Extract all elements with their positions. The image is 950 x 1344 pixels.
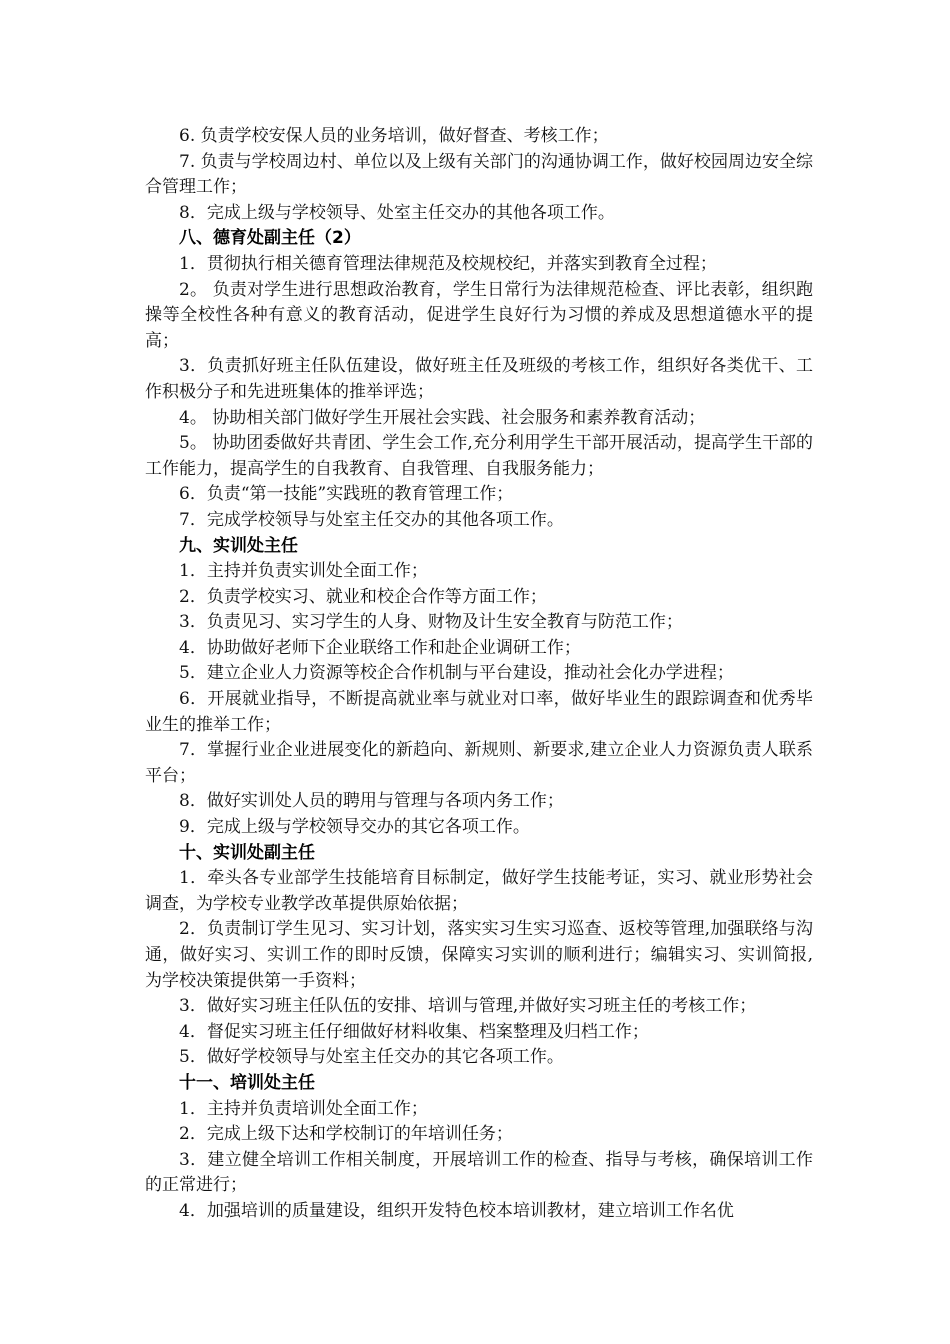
list-item: 7．完成学校领导与处室主任交办的其他各项工作。 <box>179 509 564 530</box>
section-heading-moral-education-deputy: 八、德育处副主任（2） <box>179 228 361 249</box>
list-item: 2．负责制订学生见习、实习计划，落实实习生实习巡查、返校等管理,加强联络与沟通，做好实习、实训工作的即时反馈，保障实习实训的顺利进行；编辑实习、实训简报,为学校决策提供第一手资料； <box>145 919 813 991</box>
list-item: 4。 协助相关部门做好学生开展社会实践、社会服务和素养教育活动； <box>179 407 706 428</box>
document-body <box>145 124 813 1225</box>
list-item: 2。 负责对学生进行思想政治教育，学生日常行为法律规范检查、评比表彰，组织跑操等全校性各种有意义的教育活动，促进学生良好行为习惯的养成及思想道德水平的提高； <box>145 279 813 351</box>
list-item: 3．做好实习班主任队伍的安排、培训与管理,并做好实习班主任的考核工作； <box>179 996 757 1017</box>
list-item: 6．开展就业指导，不断提高就业率与就业对口率，做好毕业生的跟踪调查和优秀毕业生的推举工作； <box>145 689 813 735</box>
list-item: 1．贯彻执行相关德育管理法律规范及校规校纪，并落实到教育全过程； <box>179 253 717 274</box>
list-item: 5。 协助团委做好共青团、学生会工作,充分利用学生干部开展活动，提高学生干部的工作能力，提高学生的自我教育、自我管理、自我服务能力； <box>145 433 813 479</box>
list-item: 5．做好学校领导与处室主任交办的其它各项工作。 <box>179 1047 564 1068</box>
list-item: 5．建立企业人力资源等校企合作机制与平台建设，推动社会化办学进程； <box>179 663 734 684</box>
paragraph-7-community-coordination: 7. 负责与学校周边村、单位以及上级有关部门的沟通协调工作，做好校园周边安全综合管理工作； <box>145 151 813 198</box>
list-item: 4．加强培训的质量建设，组织开发特色校本培训教材，建立培训工作名优 <box>179 1200 734 1221</box>
list-item: 4．督促实习班主任仔细做好材料收集、档案整理及归档工作； <box>179 1021 649 1042</box>
section-heading-training-office-deputy: 十、实训处副主任 <box>179 842 315 863</box>
list-item: 7．掌握行业企业进展变化的新趋向、新规则、新要求,建立企业人力资源负责人联系平台； <box>145 740 813 786</box>
list-item: 2．负责学校实习、就业和校企合作等方面工作； <box>179 586 547 607</box>
section-heading-training-dept-director: 十一、培训处主任 <box>179 1072 315 1093</box>
list-item: 9．完成上级与学校领导交办的其它各项工作。 <box>179 817 530 838</box>
list-item: 4．协助做好老师下企业联络工作和赴企业调研工作； <box>179 637 581 658</box>
list-item: 2．完成上级下达和学校制订的年培训任务； <box>179 1124 513 1145</box>
list-item: 8．做好实训处人员的聘用与管理与各项内务工作； <box>179 791 564 812</box>
paragraph-8-other-tasks: 8．完成上级与学校领导、处室主任交办的其他各项工作。 <box>179 202 615 223</box>
list-item: 1．牵头各专业部学生技能培育目标制定，做好学生技能考证，实习、就业形势社会调查，为学校专业教学改革提供原始依据； <box>145 868 813 914</box>
section-heading-training-office-director: 九、实训处主任 <box>179 535 298 556</box>
paragraph-6-security-training: 6. 负责学校安保人员的业务培训，做好督查、考核工作； <box>179 126 609 146</box>
list-item: 6．负责“第一技能”实践班的教育管理工作； <box>179 484 514 505</box>
list-item: 1．主持并负责培训处全面工作； <box>179 1098 428 1119</box>
list-item: 3．负责见习、实习学生的人身、财物及计生安全教育与防范工作； <box>179 612 683 633</box>
list-item: 3．负责抓好班主任队伍建设，做好班主任及班级的考核工作，组织好各类优干、工作积极分子和先进班集体的推举评选； <box>145 356 813 402</box>
list-item: 3．建立健全培训工作相关制度，开展培训工作的检查、指导与考核，确保培训工作的正常进行； <box>145 1149 813 1196</box>
list-item: 1．主持并负责实训处全面工作； <box>179 561 428 582</box>
